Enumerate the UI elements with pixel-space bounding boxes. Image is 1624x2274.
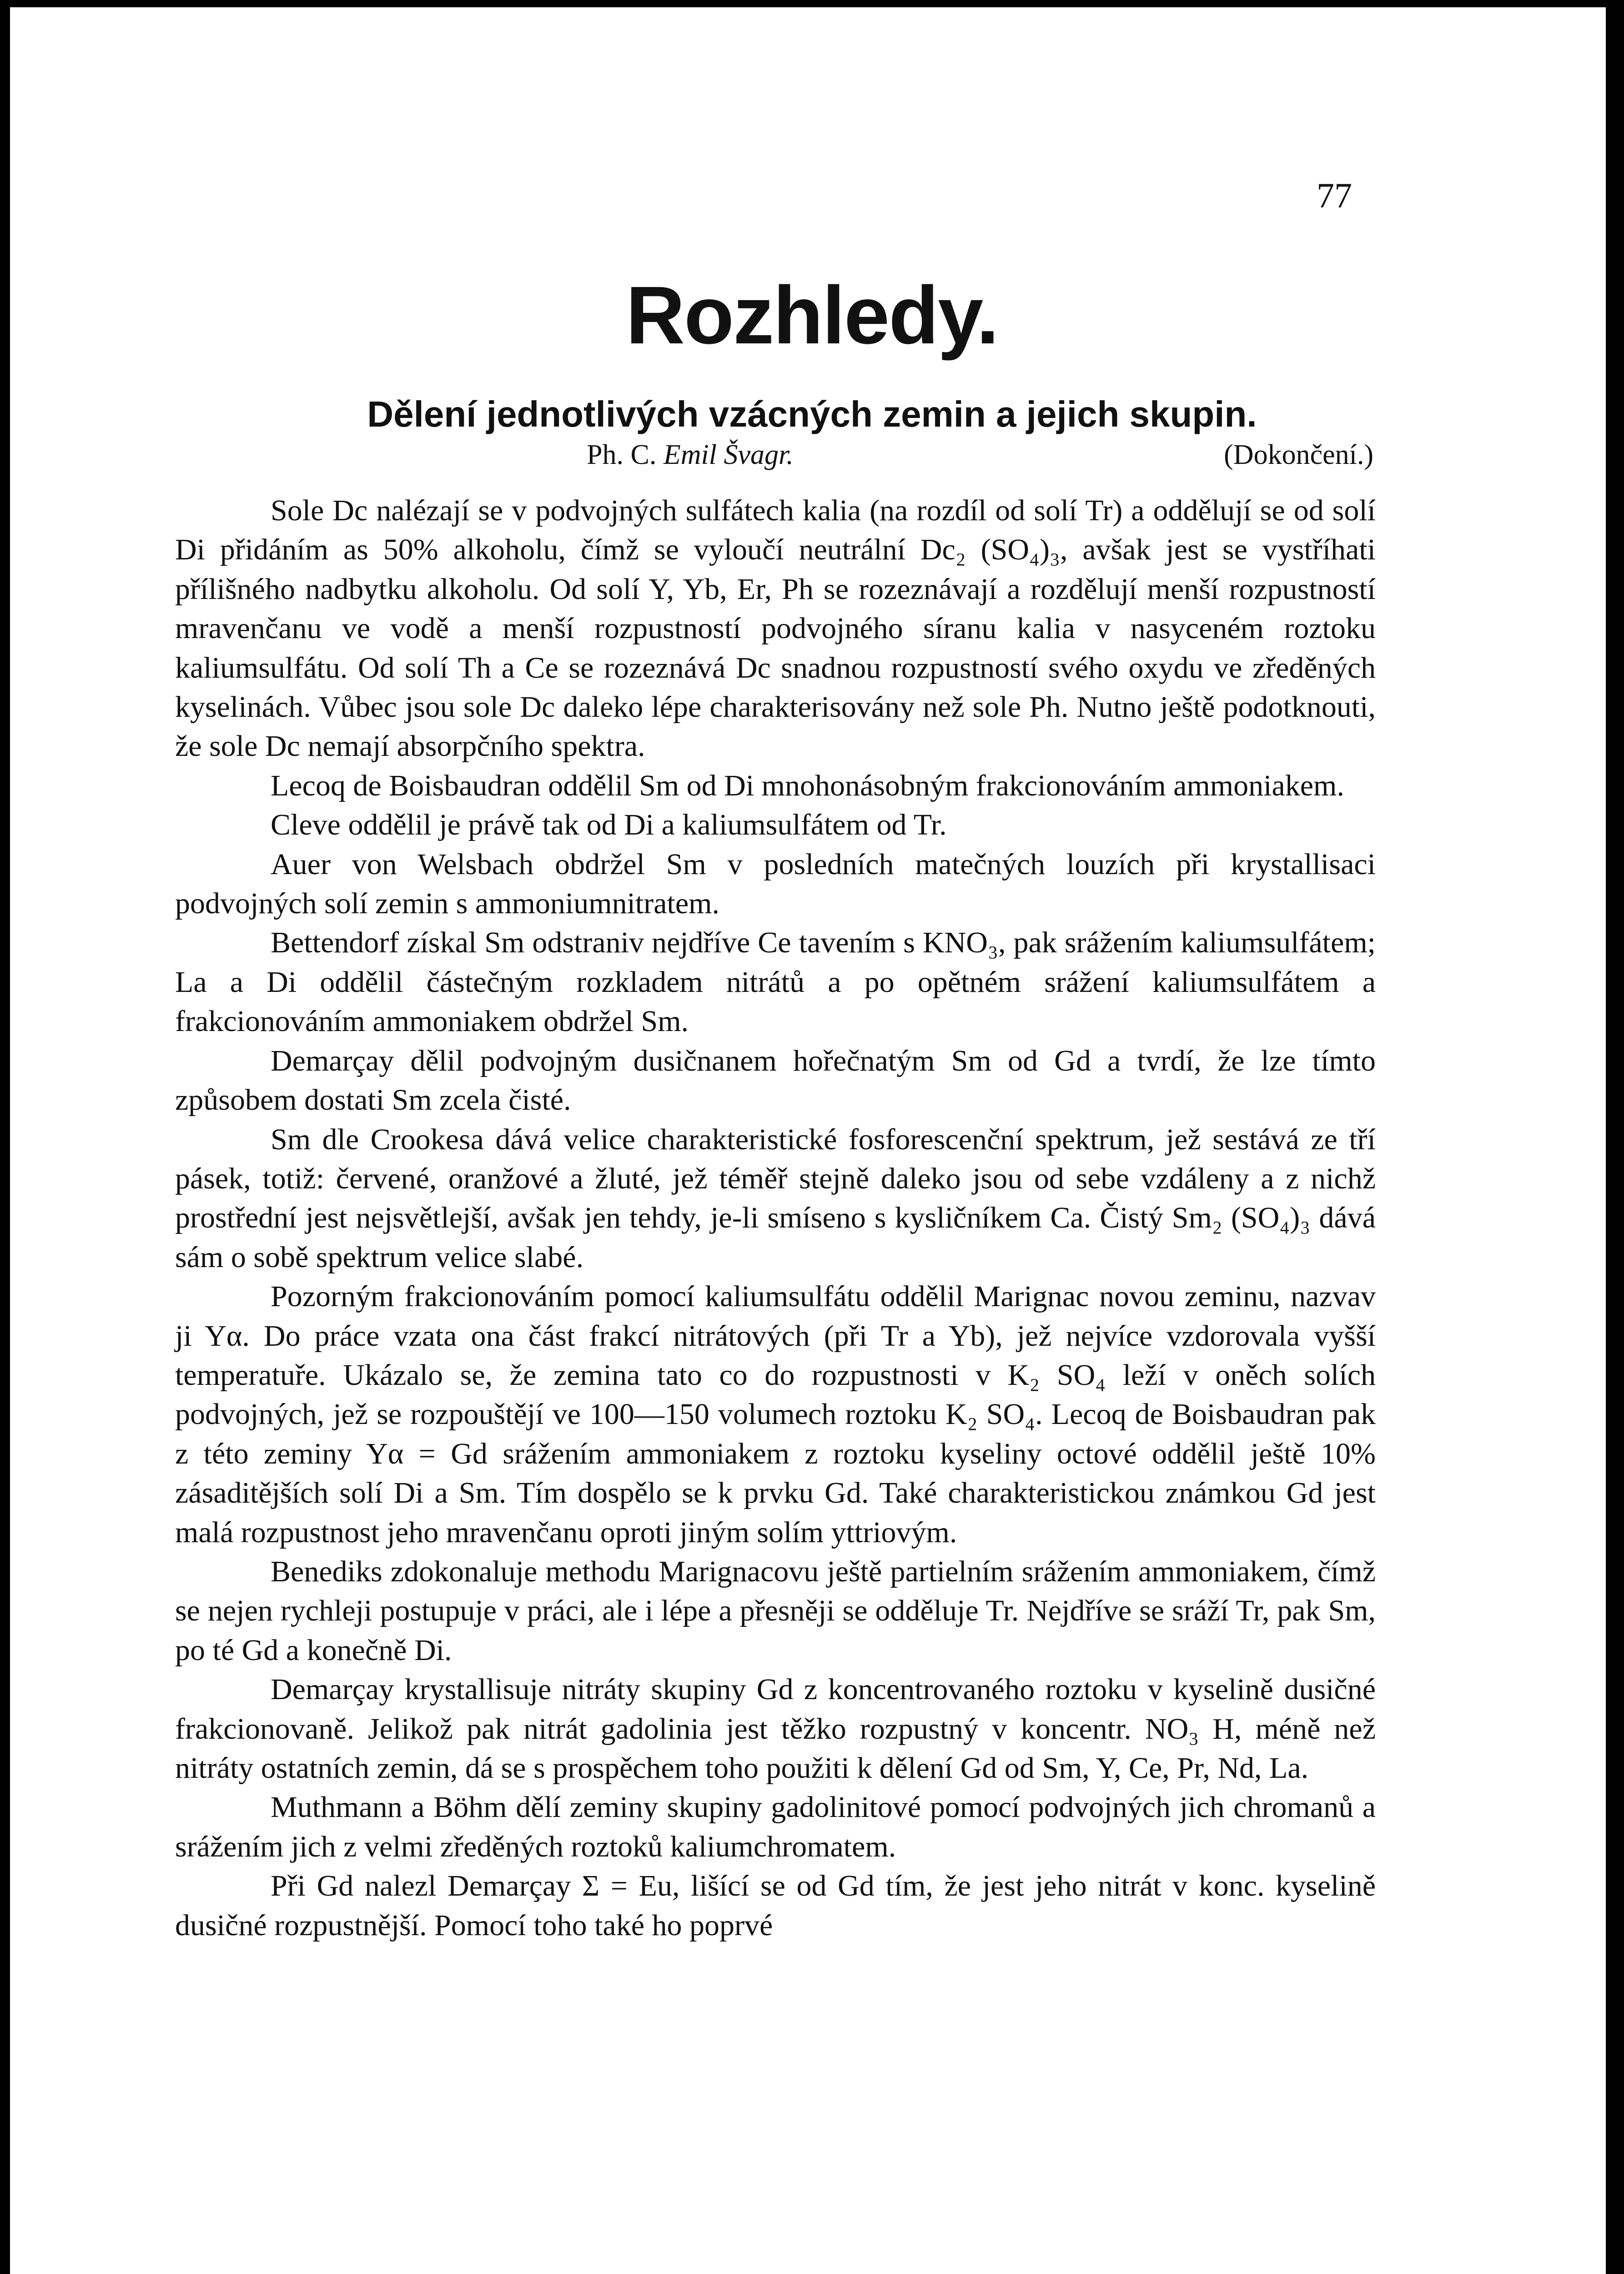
paragraph: Sole Dc nalézají se v podvojných sulfátech kalia (na rozdíl od solí Tr) a oddělují se od solí Di přidáním as 50% alkoholu, čímž se vyloučí neutrální Dc₂ (SO₄)₃, avšak jest se vystříhati přílišného nadbytku alkoholu. Od solí Y, Yb, Er, Ph se rozeznávají a rozdělují menší rozpustností mravenčanu ve vodě a menší rozpustností podvojného síranu kalia v nasyceném roztoku kaliumsulfátu. Od solí Th a Ce se rozeznává Dc snadnou rozpustností svého oxydu ve zředěných kyselinách. Vůbec jsou sole Dc daleko lépe charakterisovány než sole Ph. Nutno ještě podotknouti, že sole Dc nemají absorpčního spektra. [175,494,1376,763]
paragraph: Muthmann a Böhm dělí zeminy skupiny gadolinitové pomocí podvojných jich chromanů a srážením jich z velmi zředěných roztoků kaliumchromatem. [175,1791,1376,1863]
section-title: Rozhledy. [626,270,998,361]
author-prefix: Ph. C. [587,439,657,470]
author-name: Emil Švagr. [663,439,794,470]
paragraph: Demarçay dělil podvojným dusičnanem hořečnatým Sm od Gd a tvrdí, že lze tímto způsobem dostati Sm zcela čisté. [175,1044,1376,1117]
paragraph: Bettendorf získal Sm odstraniv nejdříve Ce tavením s KNO₃, pak srážením kaliumsulfátem; La a Di oddělil částečným rozkladem nitrátů a po opětném srážení kaliumsulfátem a frakcionováním ammoniakem obdržel Sm. [175,926,1376,1038]
article-title: Dělení jednotlivých vzácných zemin a jejich skupin. [367,394,1257,434]
scan-border-top [0,0,1624,7]
paragraph: Při Gd nalezl Demarçay Σ = Eu, lišící se od Gd tím, že jest jeho nitrát v konc. kyselině dusičné rozpustnější. Pomocí toho také ho poprvé [175,1869,1376,1942]
byline [587,439,1373,471]
paragraph: Lecoq de Boisbaudran oddělil Sm od Di mnohonásobným frakcionováním ammoniakem. [271,769,1344,802]
paragraph: Demarçay krystallisuje nitráty skupiny Gd z koncentrovaného roztoku v kyselině dusičné frakcionovaně. Jelikož pak nitrát gadolinia jest těžko rozpustný v koncentr. NO₃ H, méně než nitráty ostatních zemin, dá se s prospěchem toho použiti k dělení Gd od Sm, Y, Ce, Pr, Nd, La. [175,1673,1376,1785]
paragraph: Pozorným frakcionováním pomocí kaliumsulfátu oddělil Marignac novou zeminu, nazvav ji Yα. Do práce vzata ona část frakcí nitrátových (při Tr a Yb), jež nejvíce vzdorovala vyšší temperatuře. Ukázalo se, že zemina tato co do rozpustnosti v K₂ SO₄ leží v oněch solích podvojných, jež se rozpouštějí ve 100—150 volumech roztoku K₂ SO₄. Lecoq de Boisbaudran pak z této zeminy Yα = Gd srážením ammoniakem z roztoku kyseliny octové oddělil ještě 10% zásaditějších solí Di a Sm. Tím dospělo se k prvku Gd. Také charakteristickou známkou Gd jest malá rozpustnost jeho mravenčanu oproti jiným solím yttriovým. [175,1280,1376,1549]
paragraph: Cleve oddělil je právě tak od Di a kaliumsulfátem od Tr. [271,808,947,842]
author [587,439,794,471]
paragraph: Auer von Welsbach obdržel Sm v posledních matečných louzích při krystallisaci podvojných solí zemin s ammoniumnitratem. [175,847,1376,921]
paragraph: Benediks zdokonaluje methodu Marignacovu ještě partielním srážením ammoniakem, čímž se nejen rychleji postupuje v práci, ale i lépe a přesněji se odděluje Tr. Nejdříve se sráží Tr, pak Sm, po té Gd a konečně Di. [175,1555,1376,1667]
page-number: 77 [1317,176,1352,215]
article-body [175,491,1376,1945]
continuation-note: (Dokončení.) [1224,439,1373,470]
paragraph: Sm dle Crookesa dává velice charakteristické fosforescenční spektrum, jež sestává ze tří pásek, totiž: červené, oranžové a žluté, jež téměř stejně daleko jsou od sebe vzdáleny a z nichž prostřední jest nejsvětlejší, avšak jen tehdy, je-li smíseno s kysličníkem Ca. Čistý Sm₂ (SO₄)₃ dává sám o sobě spektrum velice slabé. [175,1122,1376,1274]
